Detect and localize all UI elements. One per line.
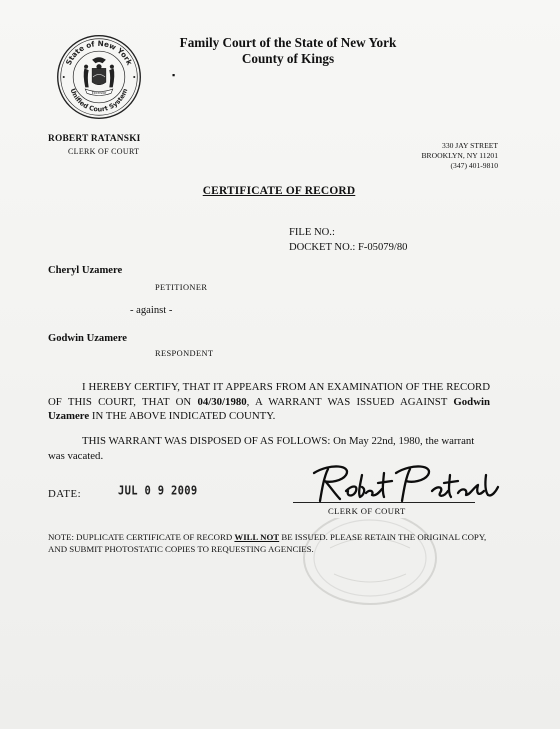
docket-line bbox=[289, 240, 407, 255]
court-title: Family Court of the State of New York bbox=[179, 35, 397, 50]
clerk-title: CLERK OF COURT bbox=[68, 147, 140, 156]
docket-label: DOCKET NO.: bbox=[289, 242, 356, 253]
file-docket-block bbox=[289, 225, 407, 255]
seal-text-top: State of New York bbox=[63, 38, 135, 67]
seal-text-bottom: Unified Court System bbox=[68, 87, 130, 114]
para1-text-c: IN THE ABOVE INDICATED COUNTY. bbox=[89, 410, 276, 422]
court-address bbox=[390, 141, 498, 171]
certificate-title: CERTIFICATE OF RECORD bbox=[202, 185, 356, 197]
note-emphasis: WILL NOT bbox=[234, 532, 280, 542]
note-text-c: BE ISSUED. PLEASE RETAIN THE ORIGINAL COPY, AND SUBMIT PHOTOSTATIC COPIES TO REQUESTING AGENCIES. bbox=[48, 532, 487, 554]
warrant-date: 04/30/1980 bbox=[197, 395, 247, 408]
respondent-role: RESPONDENT bbox=[155, 349, 214, 358]
seal-banner-text: Excelsior bbox=[91, 90, 107, 95]
para1-text-b: , A WARRANT WAS ISSUED AGAINST bbox=[246, 395, 454, 408]
petitioner-name: Cheryl Uzamere bbox=[48, 265, 123, 276]
date-stamp: JUL 0 9 2009 bbox=[118, 484, 198, 498]
duplicate-note bbox=[48, 531, 498, 555]
respondent-name: Godwin Uzamere bbox=[48, 333, 127, 344]
date-label: DATE: bbox=[48, 488, 82, 500]
against-label: - against - bbox=[130, 305, 173, 316]
petitioner-role: PETITIONER bbox=[155, 283, 208, 292]
signature-line bbox=[293, 502, 475, 503]
file-no-label: FILE NO.: bbox=[289, 227, 335, 238]
signature-title: CLERK OF COURT bbox=[328, 506, 406, 516]
new-york-state-seal-icon bbox=[56, 34, 142, 120]
warrant-subject: Godwin Uzamere bbox=[48, 395, 490, 422]
para1-text-a: I HEREBY CERTIFY, THAT IT APPEARS FROM AN EXAMINATION OF THE RECORD OF THIS COURT, THAT ON bbox=[48, 381, 490, 408]
docket-value: F-05079/80 bbox=[357, 242, 408, 253]
court-county: County of Kings bbox=[241, 51, 335, 66]
note-text-a: NOTE: DUPLICATE CERTIFICATE OF RECORD bbox=[48, 532, 235, 542]
disposition-paragraph: THIS WARRANT WAS DISPOSED OF AS FOLLOWS: On May 22nd, 1980, the warrant was vacated. bbox=[48, 435, 475, 462]
clerk-name: ROBERT RATANSKI bbox=[48, 134, 141, 144]
address-phone: (347) 401-9810 bbox=[450, 161, 498, 170]
address-street: 330 JAY STREET bbox=[442, 141, 498, 150]
certification-paragraph bbox=[48, 380, 490, 424]
address-city: BROOKLYN, NY 11201 bbox=[421, 151, 498, 160]
scan-speck: ▪ bbox=[172, 70, 176, 80]
